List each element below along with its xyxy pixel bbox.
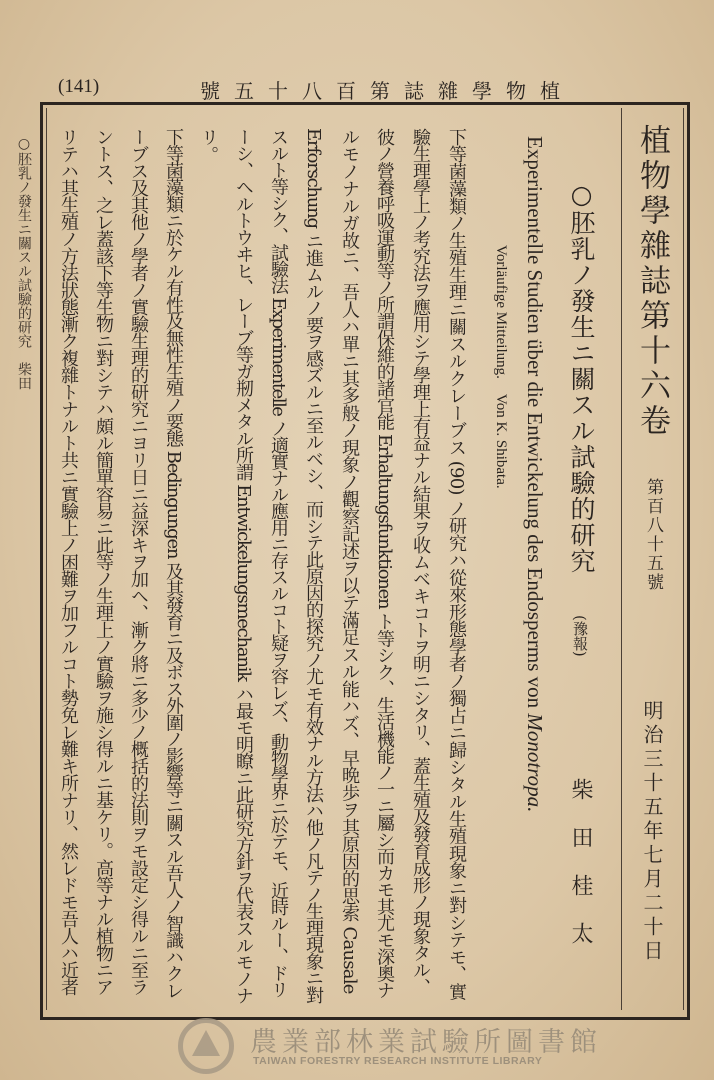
body-column: 彼ノ營養呼吸運動等ノ所謂保維的諸官能 Erhaltungsfunktionen ト等シク、生活機能ノ一ニ屬シ而カモ其尤モ深奧ナ — [374, 128, 395, 999]
library-watermark-en: TAIWAN FORESTRY RESEARCH INSTITUTE LIBRARY — [253, 1055, 543, 1067]
article-heading: ○胚乳ノ發生ニ關スル試驗的研究 — [567, 180, 596, 574]
body-column: ルモノナルガ故ニ、吾人ハ單ニ其多般ノ現象ノ觀察記述ヲ以テ滿足スル能ハズ、早晩歩ヲ其原因的思索 Causale — [339, 128, 360, 994]
journal-title: 植物學雜誌第十六卷 — [634, 124, 670, 439]
body-column: リテハ其生殖ノ方法狀態漸ク複雜トナルト共ニ實驗上ノ困難ヲ加フルコト勢免レ難キ所ナリ、然レドモ吾人ハ近者 — [58, 128, 79, 995]
body-column: 下等菌藻類ノ生殖生理ニ關スルクレーブス (90) ノ研究ハ從來形態學者ノ獨占ニ歸シタル生殖現象ニ對シテモ、實 — [446, 128, 467, 1000]
german-title-text: Experimentelle Studien über die Entwickelung des Endosperms von — [523, 136, 547, 709]
library-watermark-zh: 農業部林業試驗所圖書館 — [250, 1027, 602, 1058]
running-title: 號五十八百第誌雜學物植 — [200, 79, 574, 103]
masthead-divider — [621, 108, 622, 1010]
body-column: 下等菌藻類ニ於ケル有性及無性生殖ノ要態 Bedingungen 及其發育ニ及ボス外圍ノ影響等ニ關スル吾人ノ智識ハクレ — [163, 128, 184, 999]
margin-note: ○胚乳ノ發生ニ關スル試驗的研究 柴田 — [16, 136, 32, 390]
body-column: リ。 — [198, 128, 219, 164]
publication-date: 明治三十五年七月二十日 — [640, 700, 664, 964]
article-author: 柴田桂太 — [568, 778, 593, 970]
body-column: スルト等シク、試驗法 Experimentelle ノ適實ナル應用ニ存スルコト疑ヲ容レズ、動物學界ニ於テモ、近時ルー、ドリ — [268, 128, 289, 998]
german-title — [522, 136, 547, 812]
article-note: (豫報) — [571, 615, 589, 657]
body-column: ントス、之レ蓋該下等生物ニ對シテハ頗ル簡單容易ニ此等ノ生理上ノ實驗ヲ施シ得ルニ基ケリ。高等ナル植物ニア — [93, 128, 114, 995]
body-column: ーブス及其他ノ學者ノ實驗生理的研究ニヨリ日ニ益深キヲ加ヘ、漸ク將ニ多少ノ概括的法則ヲモ設定シ得ルニ至ラ — [128, 128, 149, 995]
body-column: ーシ、ヘルトウヰヒ、レーブ等ガ剏メタル所謂 Entwickelungsmechanik ハ最モ明瞭ニ此研究方針ヲ代表スルモノナ — [233, 128, 254, 1004]
library-seal-icon — [178, 1018, 234, 1074]
body-column: 驗生理學上ノ考究法ヲ應用シテ學理上有益ナル結果ヲ收ムベキコトヲ明ニシタリ、蓋生殖及發育成形ノ現象タル、 — [410, 128, 431, 995]
journal-issue: 第百八十五號 — [643, 478, 663, 592]
body-column: Erforschung ニ進ムルノ要ヲ感ズルニ至ルベシ、而シテ此原因的探究ノ尤モ有效ナル方法ハ他ノ凡テノ生理現象ニ對 — [303, 128, 324, 1003]
page-number: (141) — [58, 76, 100, 97]
german-title-genus: Monotropa. — [523, 713, 547, 813]
german-subtitle: Vorläufige Mitteilung. Von K. Shibata. — [493, 245, 509, 489]
